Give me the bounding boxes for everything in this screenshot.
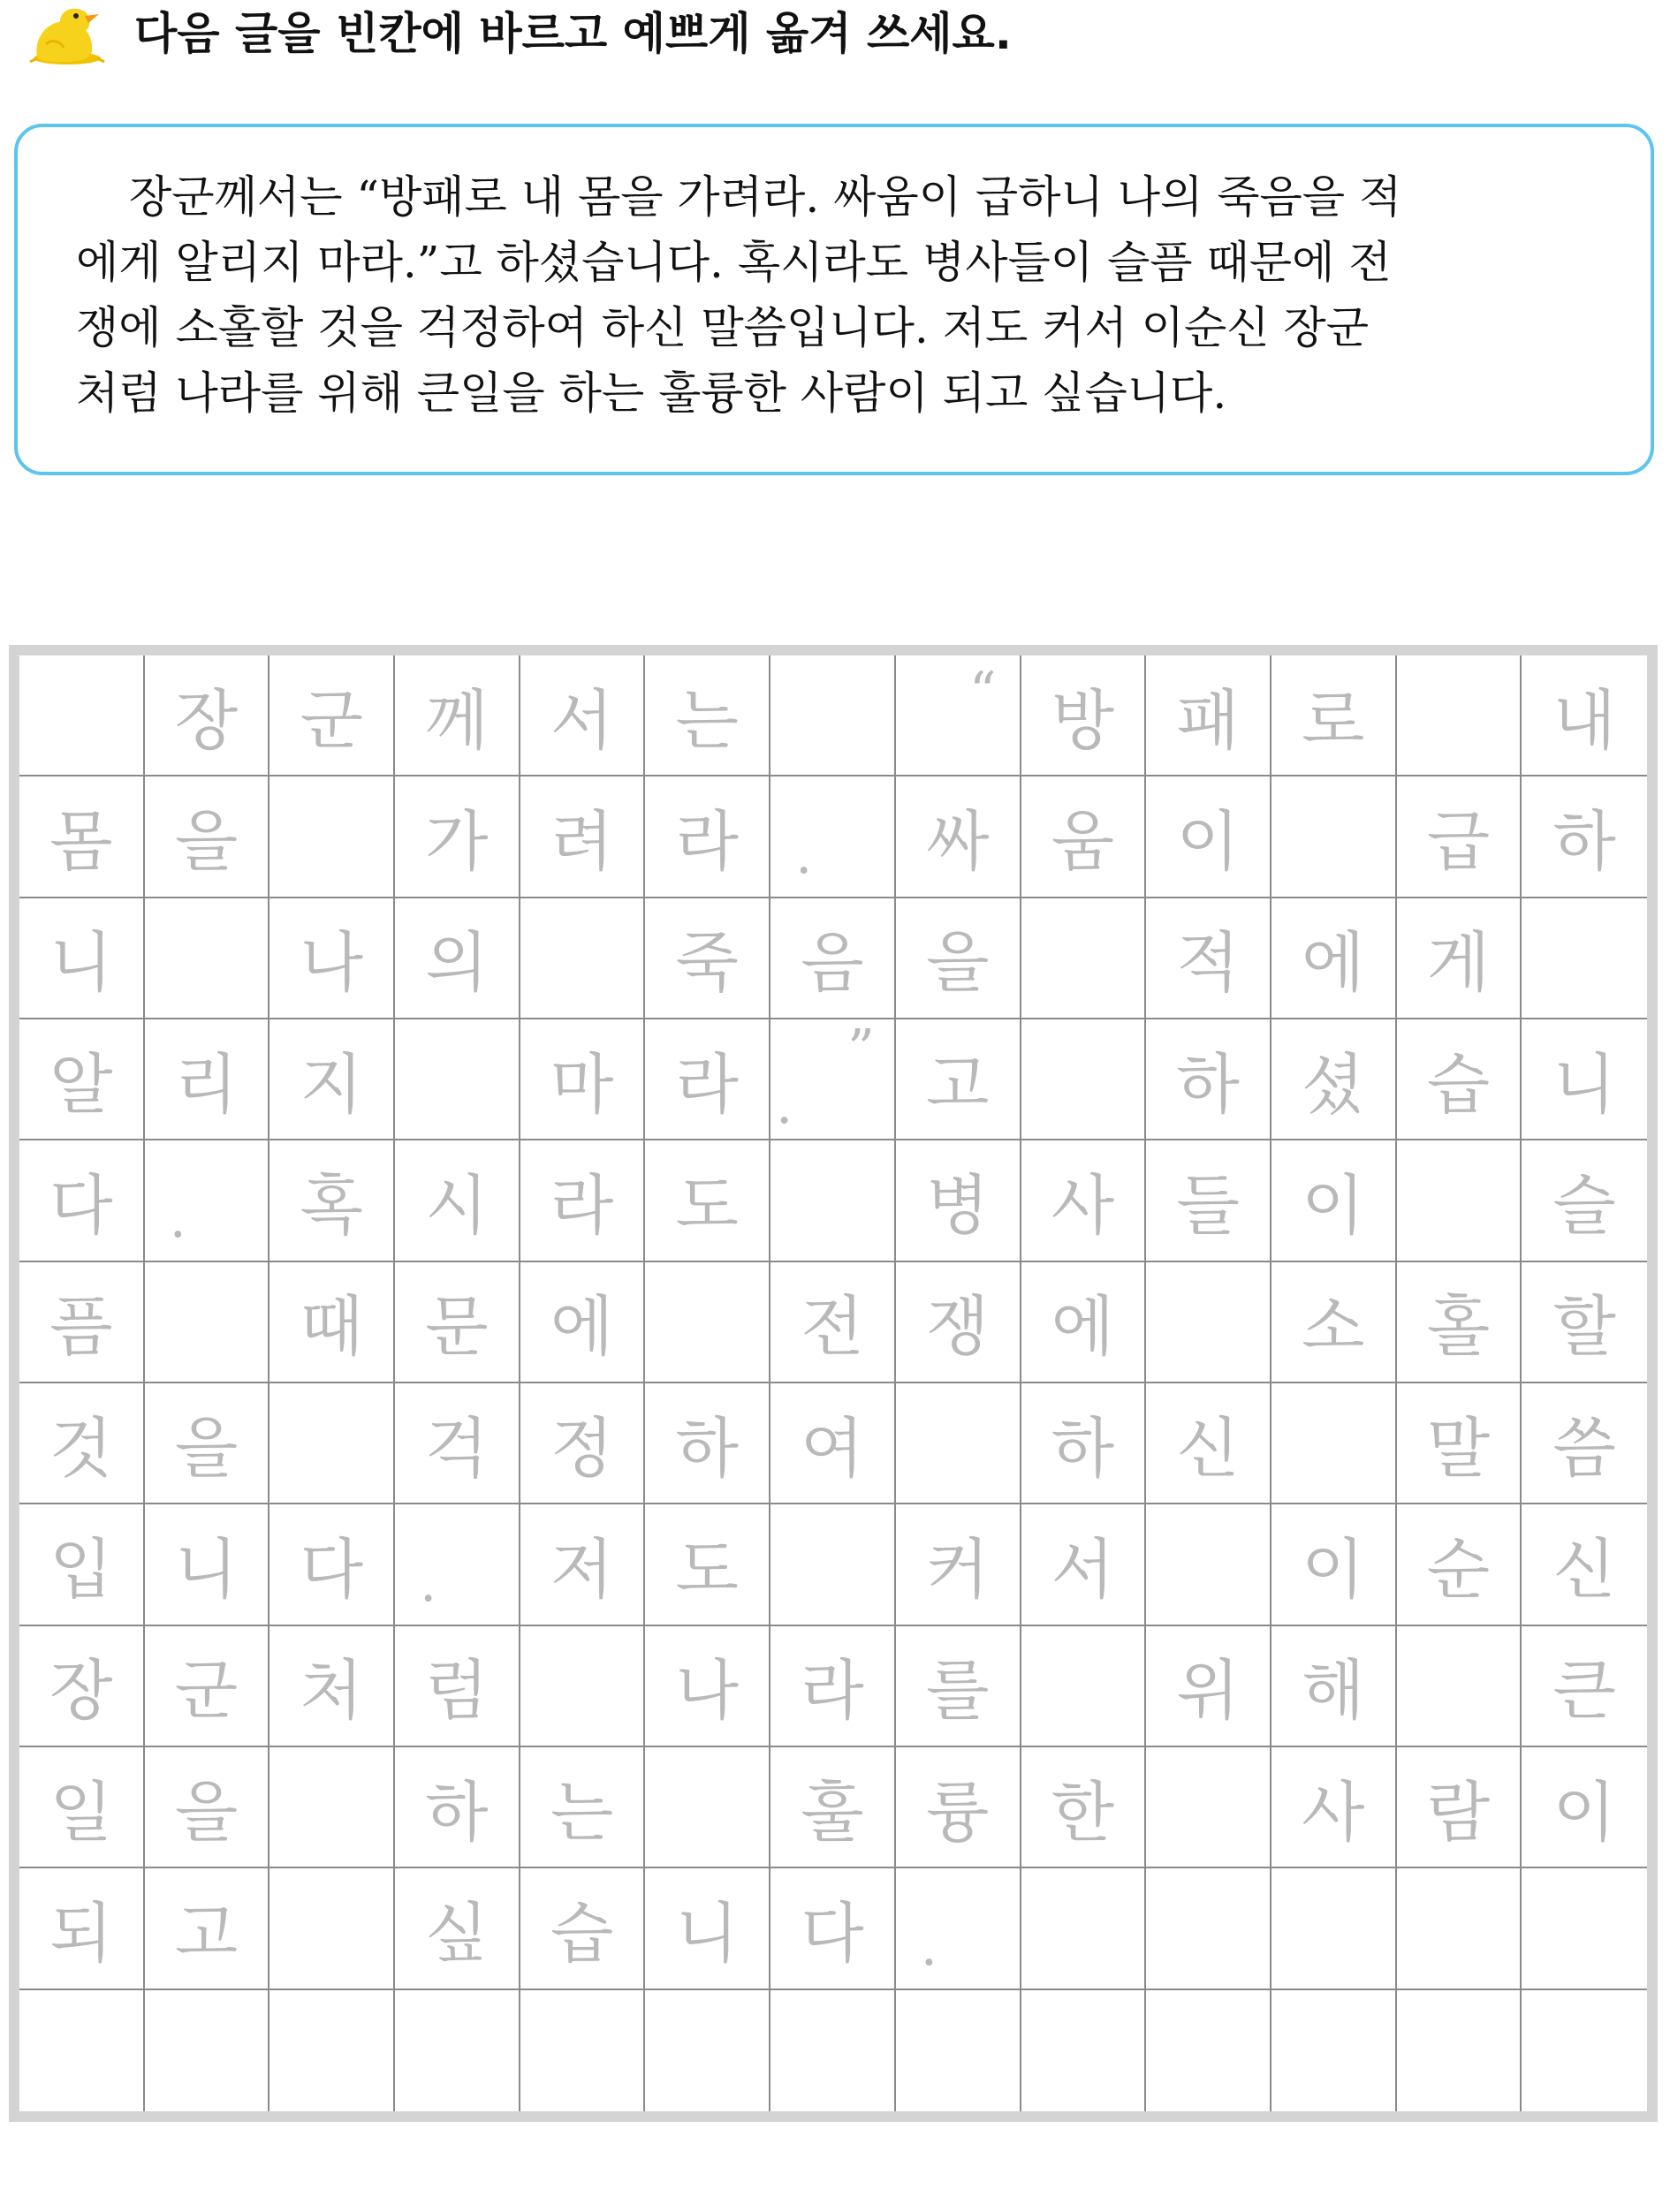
grid-cell[interactable]: 는 <box>645 655 770 776</box>
grid-cell[interactable] <box>1021 1990 1147 2111</box>
grid-cell[interactable] <box>1021 1868 1147 1989</box>
grid-cell[interactable]: . <box>896 1868 1021 1989</box>
grid-cell[interactable]: 말 <box>1397 1383 1522 1504</box>
grid-cell[interactable]: 이 <box>1271 1504 1397 1625</box>
grid-cell[interactable]: 라 <box>645 776 770 898</box>
grid-cell[interactable]: 신 <box>1146 1383 1271 1504</box>
passage-line-4: 처럼 나라를 위해 큰일을 하는 훌륭한 사람이 되고 싶습니다. <box>76 367 1227 419</box>
grid-cell[interactable]: 하 <box>1146 1019 1271 1140</box>
grid-cell[interactable] <box>520 1626 646 1747</box>
grid-cell[interactable]: 하 <box>1021 1383 1147 1504</box>
grid-cell[interactable]: 시 <box>395 1140 520 1261</box>
grid-cell[interactable]: 라 <box>770 1626 896 1747</box>
grid-cell[interactable]: 람 <box>1397 1747 1522 1868</box>
grid-cell[interactable]: 에 <box>1021 1262 1147 1383</box>
grid-cell[interactable]: 문 <box>395 1262 520 1383</box>
grid-cell[interactable]: 려 <box>520 776 646 898</box>
grid-cell[interactable]: . <box>145 1140 270 1261</box>
grid-cell[interactable]: 로 <box>1271 655 1397 776</box>
grid-cell[interactable]: 급 <box>1397 776 1522 898</box>
grid-cell[interactable]: 적 <box>1146 898 1271 1019</box>
grid-cell[interactable] <box>1271 1868 1397 1989</box>
grid-cell[interactable]: 를 <box>896 1626 1021 1747</box>
grid-cell[interactable]: 다 <box>19 1140 145 1261</box>
grid-cell[interactable]: 한 <box>1021 1747 1147 1868</box>
grid-cell[interactable]: 을 <box>896 898 1021 1019</box>
grid-cell[interactable]: 리 <box>145 1019 270 1140</box>
grid-cell[interactable]: 병 <box>896 1140 1021 1261</box>
grid-cell[interactable]: 장 <box>19 1626 145 1747</box>
grid-cell[interactable] <box>395 1019 520 1140</box>
grid-cell[interactable]: 가 <box>395 776 520 898</box>
grid-cell[interactable]: 정 <box>520 1383 646 1504</box>
grid-cell[interactable]: 저 <box>520 1504 646 1625</box>
grid-cell[interactable]: 큰 <box>1522 1626 1647 1747</box>
grid-cell[interactable]: 패 <box>1146 655 1271 776</box>
grid-cell[interactable]: 라 <box>520 1140 646 1261</box>
grid-cell[interactable]: 픔 <box>19 1262 145 1383</box>
grid-cell[interactable]: 나 <box>269 898 395 1019</box>
grid-cell[interactable]: 여 <box>770 1383 896 1504</box>
grid-cell[interactable] <box>1397 1140 1522 1261</box>
grid-cell[interactable]: 되 <box>19 1868 145 1989</box>
grid-cell[interactable]: 사 <box>1021 1140 1147 1261</box>
grid-cell[interactable] <box>645 1747 770 1868</box>
grid-cell[interactable]: 할 <box>1522 1262 1647 1383</box>
grid-cell[interactable] <box>145 1990 270 2111</box>
grid-cell[interactable] <box>1397 1868 1522 1989</box>
grid-cell[interactable]: 도 <box>645 1504 770 1625</box>
grid-cell[interactable]: 하 <box>645 1383 770 1504</box>
grid-cell[interactable] <box>645 1262 770 1383</box>
instruction-text: 다음 글을 빈칸에 바르고 예쁘게 옮겨 쓰세요. <box>134 8 1012 59</box>
grid-cell[interactable] <box>1397 1990 1522 2111</box>
grid-cell[interactable] <box>19 655 145 776</box>
chick-icon <box>25 4 113 67</box>
grid-cell[interactable]: 이 <box>1271 1140 1397 1261</box>
grid-cell[interactable]: 습 <box>520 1868 646 1989</box>
grid-cell[interactable]: 방 <box>1021 655 1147 776</box>
grid-cell[interactable]: 것 <box>19 1383 145 1504</box>
grid-cell[interactable]: 때 <box>269 1262 395 1383</box>
grid-cell[interactable]: 커 <box>896 1504 1021 1625</box>
grid-cell[interactable]: 고 <box>896 1019 1021 1140</box>
grid-cell[interactable]: 걱 <box>395 1383 520 1504</box>
grid-cell[interactable]: 군 <box>145 1626 270 1747</box>
grid-cell[interactable]: 셨 <box>1271 1019 1397 1140</box>
grid-cell[interactable] <box>1271 1990 1397 2111</box>
passage-box <box>14 124 1654 475</box>
grid-cell[interactable] <box>1146 1504 1271 1625</box>
grid-cell[interactable]: 니 <box>19 898 145 1019</box>
grid-cell[interactable]: 습 <box>1397 1019 1522 1140</box>
grid-cell[interactable] <box>896 1990 1021 2111</box>
grid-cell[interactable]: 군 <box>269 655 395 776</box>
grid-cell[interactable]: 다 <box>269 1504 395 1625</box>
grid-cell[interactable] <box>145 1262 270 1383</box>
grid-cell[interactable]: 서 <box>1021 1504 1147 1625</box>
grid-cell[interactable]: 입 <box>19 1504 145 1625</box>
grid-cell[interactable] <box>1397 655 1522 776</box>
grid-cell[interactable]: 움 <box>1021 776 1147 898</box>
grid-cell[interactable]: 니 <box>145 1504 270 1625</box>
grid-cell[interactable] <box>520 898 646 1019</box>
grid-cell[interactable]: 알 <box>19 1019 145 1140</box>
grid-cell[interactable]: 고 <box>145 1868 270 1989</box>
grid-cell[interactable]: 륭 <box>896 1747 1021 1868</box>
grid-cell[interactable]: 도 <box>645 1140 770 1261</box>
grid-cell[interactable]: 쟁 <box>896 1262 1021 1383</box>
grid-cell[interactable]: 훌 <box>770 1747 896 1868</box>
grid-cell[interactable]: 홀 <box>1397 1262 1522 1383</box>
passage-line-1: 장군께서는 “방패로 내 몸을 가려라. 싸움이 급하니 나의 죽음을 적 <box>129 171 1402 223</box>
grid-cell[interactable]: 씀 <box>1522 1383 1647 1504</box>
grid-cell[interactable]: 소 <box>1271 1262 1397 1383</box>
passage-line-2: 에게 알리지 마라.”고 하셨습니다. 혹시라도 병사들이 슬픔 때문에 전 <box>76 237 1392 288</box>
grid-cell[interactable]: “ <box>896 655 1021 776</box>
grid-cell[interactable]: 위 <box>1146 1626 1271 1747</box>
grid-cell[interactable]: 순 <box>1397 1504 1522 1625</box>
grid-cell[interactable]: 럼 <box>395 1626 520 1747</box>
grid-cell[interactable]: 죽 <box>645 898 770 1019</box>
grid-cell[interactable]: 장 <box>145 655 270 776</box>
grid-cell[interactable]: 혹 <box>269 1140 395 1261</box>
grid-cell[interactable]: 음 <box>770 898 896 1019</box>
grid-cell[interactable]: 다 <box>770 1868 896 1989</box>
grid-cell[interactable] <box>145 898 270 1019</box>
grid-cell[interactable]: 싸 <box>896 776 1021 898</box>
grid-cell[interactable]: . <box>395 1504 520 1625</box>
grid-cell[interactable]: 니 <box>1522 1019 1647 1140</box>
grid-cell[interactable]: . <box>770 776 896 898</box>
grid-cell[interactable] <box>269 1747 395 1868</box>
grid-cell[interactable]: 을 <box>145 1747 270 1868</box>
grid-cell[interactable] <box>770 1019 896 1140</box>
close-quote-mark: ” <box>847 1019 875 1080</box>
grid-cell[interactable] <box>770 1140 896 1261</box>
grid-cell[interactable]: 지 <box>269 1019 395 1140</box>
grid-cell[interactable] <box>645 1990 770 2111</box>
grid-cell[interactable]: 슬 <box>1522 1140 1647 1261</box>
grid-cell[interactable] <box>1021 898 1147 1019</box>
grid-cell[interactable]: 니 <box>645 1868 770 1989</box>
grid-cell[interactable] <box>269 1383 395 1504</box>
grid-cell[interactable]: 의 <box>395 898 520 1019</box>
grid-cell[interactable]: 마 <box>520 1019 646 1140</box>
grid-cell[interactable]: 싶 <box>395 1868 520 1989</box>
grid-cell[interactable]: 이 <box>1522 1747 1647 1868</box>
grid-cell[interactable] <box>1021 1019 1147 1140</box>
grid-cell[interactable] <box>1146 1262 1271 1383</box>
writing-grid <box>19 655 1647 2111</box>
grid-cell[interactable] <box>770 1990 896 2111</box>
grid-cell[interactable]: 게 <box>1397 898 1522 1019</box>
grid-cell[interactable] <box>770 1504 896 1625</box>
grid-cell[interactable]: 라 <box>645 1019 770 1140</box>
grid-cell[interactable] <box>1271 776 1397 898</box>
grid-cell[interactable]: 해 <box>1271 1626 1397 1747</box>
period-mark: . <box>776 1074 793 1137</box>
passage-line-3: 쟁에 소홀할 것을 걱정하여 하신 말씀입니다. 저도 커서 이순신 장군 <box>76 302 1370 353</box>
grid-cell[interactable]: 께 <box>395 655 520 776</box>
grid-cell[interactable] <box>1397 1626 1522 1747</box>
grid-cell[interactable]: 나 <box>645 1626 770 1747</box>
grid-cell[interactable] <box>520 1990 646 2111</box>
grid-cell[interactable]: 이 <box>1146 776 1271 898</box>
grid-cell[interactable] <box>770 655 896 776</box>
grid-cell[interactable] <box>395 1990 520 2111</box>
grid-cell[interactable] <box>269 776 395 898</box>
grid-cell[interactable]: 신 <box>1522 1504 1647 1625</box>
grid-cell[interactable]: 처 <box>269 1626 395 1747</box>
grid-cell[interactable] <box>1271 1383 1397 1504</box>
grid-cell[interactable]: 전 <box>770 1262 896 1383</box>
grid-cell[interactable] <box>1021 1626 1147 1747</box>
grid-cell[interactable]: 서 <box>520 655 646 776</box>
grid-cell[interactable]: 하 <box>1522 776 1647 898</box>
grid-cell[interactable]: 일 <box>19 1747 145 1868</box>
grid-cell[interactable] <box>1146 1868 1271 1989</box>
grid-cell[interactable]: 을 <box>145 1383 270 1504</box>
grid-cell[interactable] <box>1522 898 1647 1019</box>
grid-cell[interactable] <box>896 1383 1021 1504</box>
grid-cell[interactable] <box>1522 1868 1647 1989</box>
worksheet-header <box>25 0 1651 71</box>
grid-cell[interactable] <box>269 1868 395 1989</box>
grid-cell[interactable]: 는 <box>520 1747 646 1868</box>
grid-cell[interactable]: 내 <box>1522 655 1647 776</box>
grid-cell[interactable]: 들 <box>1146 1140 1271 1261</box>
grid-cell[interactable]: 사 <box>1271 1747 1397 1868</box>
grid-cell[interactable] <box>19 1990 145 2111</box>
grid-cell[interactable]: 몸 <box>19 776 145 898</box>
grid-cell[interactable] <box>1146 1990 1271 2111</box>
grid-cell[interactable] <box>1522 1990 1647 2111</box>
writing-grid-frame <box>9 645 1658 2122</box>
grid-cell[interactable]: 하 <box>395 1747 520 1868</box>
grid-cell[interactable]: 에 <box>1271 898 1397 1019</box>
grid-cell[interactable] <box>1146 1747 1271 1868</box>
grid-cell[interactable]: 에 <box>520 1262 646 1383</box>
grid-cell[interactable] <box>269 1990 395 2111</box>
grid-cell[interactable]: 을 <box>145 776 270 898</box>
